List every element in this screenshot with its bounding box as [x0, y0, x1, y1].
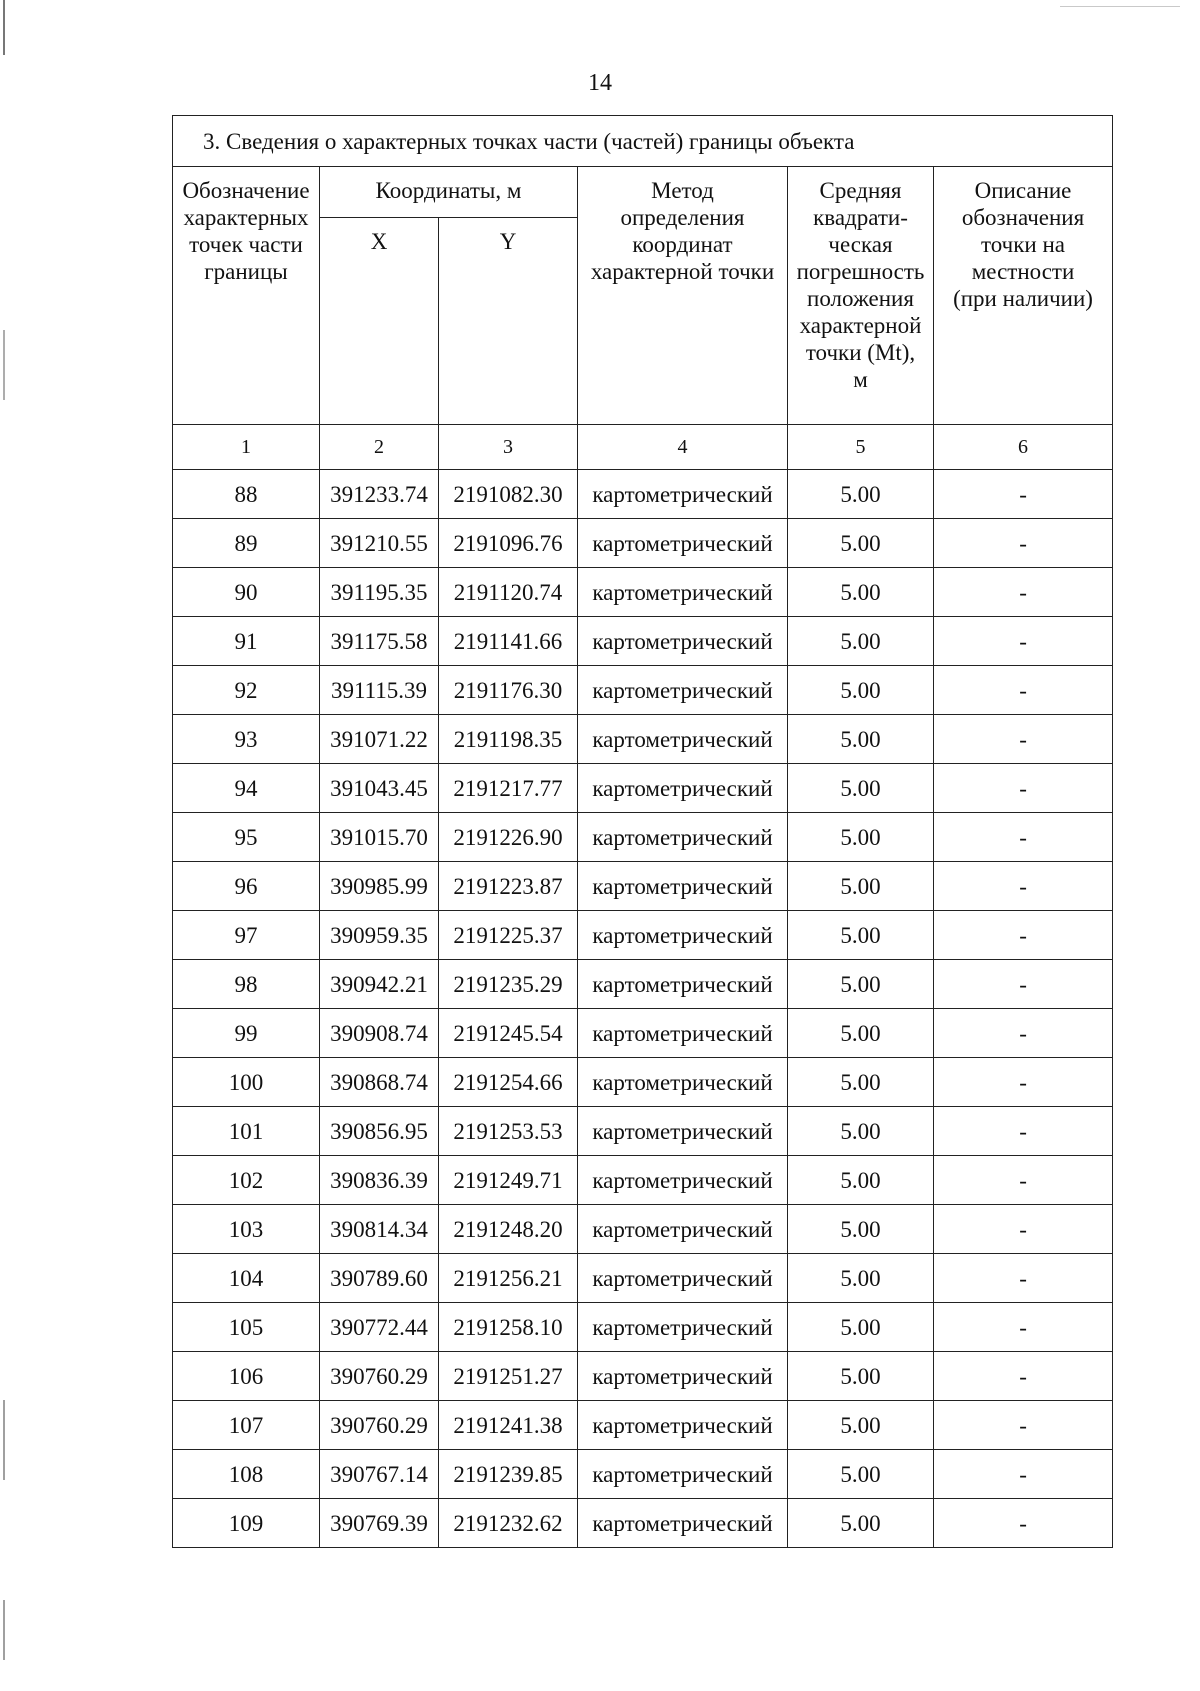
point-id-cell: 88: [173, 470, 320, 519]
column-number: 3: [439, 425, 578, 470]
description-cell: -: [934, 764, 1113, 813]
header-line: Средняя: [819, 178, 902, 203]
method-cell: картометрический: [578, 911, 788, 960]
x-coordinate-cell: 390789.60: [320, 1254, 439, 1303]
table-row: [173, 1352, 1113, 1401]
mean-error-cell: 5.00: [788, 1303, 934, 1352]
method-cell: картометрический: [578, 1450, 788, 1499]
description-cell: -: [934, 617, 1113, 666]
header-line: характерной точки: [590, 259, 775, 284]
header-line: координат: [632, 232, 733, 257]
table-row: [173, 1058, 1113, 1107]
point-id-cell: 104: [173, 1254, 320, 1303]
y-coordinate-cell: 2191176.30: [439, 666, 578, 715]
mean-error-cell: 5.00: [788, 1254, 934, 1303]
mean-error-cell: 5.00: [788, 960, 934, 1009]
y-coordinate-cell: 2191096.76: [439, 519, 578, 568]
table-row: [173, 519, 1113, 568]
point-id-cell: 90: [173, 568, 320, 617]
column-number-row: [173, 425, 1113, 470]
page-number: 14: [588, 70, 612, 96]
method-cell: картометрический: [578, 960, 788, 1009]
y-coordinate-cell: 2191258.10: [439, 1303, 578, 1352]
method-cell: картометрический: [578, 1107, 788, 1156]
y-coordinate-cell: 2191241.38: [439, 1401, 578, 1450]
x-coordinate-cell: 391195.35: [320, 568, 439, 617]
point-id-cell: 100: [173, 1058, 320, 1107]
x-coordinate-cell: 391175.58: [320, 617, 439, 666]
header-mean-error: [788, 167, 934, 425]
point-id-cell: 101: [173, 1107, 320, 1156]
table-row: [173, 1205, 1113, 1254]
header-line: характерных: [183, 205, 309, 230]
header-line: (при наличии): [953, 286, 1093, 311]
x-coordinate-cell: 390836.39: [320, 1156, 439, 1205]
x-coordinate-cell: 390814.34: [320, 1205, 439, 1254]
boundary-points-table: [172, 115, 1113, 1548]
header-line: границы: [204, 259, 288, 284]
mean-error-cell: 5.00: [788, 764, 934, 813]
table-row: [173, 617, 1113, 666]
x-coordinate-cell: 390760.29: [320, 1401, 439, 1450]
x-coordinate-cell: 390856.95: [320, 1107, 439, 1156]
method-cell: картометрический: [578, 862, 788, 911]
table-row: [173, 1107, 1113, 1156]
x-coordinate-cell: 390959.35: [320, 911, 439, 960]
point-id-cell: 96: [173, 862, 320, 911]
y-coordinate-cell: 2191226.90: [439, 813, 578, 862]
header-description: [934, 167, 1113, 425]
description-cell: -: [934, 666, 1113, 715]
mean-error-cell: 5.00: [788, 519, 934, 568]
y-coordinate-cell: 2191082.30: [439, 470, 578, 519]
table-row: [173, 666, 1113, 715]
point-id-cell: 109: [173, 1499, 320, 1548]
method-cell: картометрический: [578, 519, 788, 568]
description-cell: -: [934, 1352, 1113, 1401]
header-line: Описание: [974, 178, 1072, 203]
header-line: квадрати-: [813, 205, 908, 230]
description-cell: -: [934, 1450, 1113, 1499]
x-coordinate-cell: 390908.74: [320, 1009, 439, 1058]
method-cell: картометрический: [578, 617, 788, 666]
mean-error-cell: 5.00: [788, 1058, 934, 1107]
mean-error-cell: 5.00: [788, 1499, 934, 1548]
point-id-cell: 103: [173, 1205, 320, 1254]
header-line: Обозначение: [182, 178, 310, 203]
method-cell: картометрический: [578, 1401, 788, 1450]
y-coordinate-cell: 2191223.87: [439, 862, 578, 911]
y-coordinate-cell: 2191254.66: [439, 1058, 578, 1107]
description-cell: -: [934, 911, 1113, 960]
method-cell: картометрический: [578, 1156, 788, 1205]
description-cell: -: [934, 568, 1113, 617]
y-coordinate-cell: 2191120.74: [439, 568, 578, 617]
table-row: [173, 764, 1113, 813]
x-coordinate-cell: 390868.74: [320, 1058, 439, 1107]
description-cell: -: [934, 1058, 1113, 1107]
y-coordinate-cell: 2191235.29: [439, 960, 578, 1009]
y-coordinate-cell: 2191249.71: [439, 1156, 578, 1205]
table-row: [173, 960, 1113, 1009]
y-coordinate-cell: 2191239.85: [439, 1450, 578, 1499]
table-row: [173, 1009, 1113, 1058]
method-cell: картометрический: [578, 1303, 788, 1352]
description-cell: -: [934, 960, 1113, 1009]
point-id-cell: 97: [173, 911, 320, 960]
mean-error-cell: 5.00: [788, 813, 934, 862]
x-coordinate-cell: 391210.55: [320, 519, 439, 568]
point-id-cell: 89: [173, 519, 320, 568]
header-line: точек части: [189, 232, 303, 257]
mean-error-cell: 5.00: [788, 715, 934, 764]
description-cell: -: [934, 1156, 1113, 1205]
scan-mark: [3, 330, 5, 400]
method-cell: картометрический: [578, 1254, 788, 1303]
scan-mark: [1060, 6, 1180, 7]
x-coordinate-cell: 391233.74: [320, 470, 439, 519]
table-row: [173, 1450, 1113, 1499]
method-cell: картометрический: [578, 568, 788, 617]
point-id-cell: 105: [173, 1303, 320, 1352]
y-coordinate-cell: 2191198.35: [439, 715, 578, 764]
column-number: 6: [934, 425, 1113, 470]
column-number: 4: [578, 425, 788, 470]
table-row: [173, 911, 1113, 960]
header-line: точки (Mt),: [805, 340, 916, 365]
description-cell: -: [934, 1499, 1113, 1548]
mean-error-cell: 5.00: [788, 470, 934, 519]
point-id-cell: 94: [173, 764, 320, 813]
point-id-cell: 93: [173, 715, 320, 764]
point-id-cell: 92: [173, 666, 320, 715]
y-coordinate-cell: 2191256.21: [439, 1254, 578, 1303]
y-coordinate-cell: 2191232.62: [439, 1499, 578, 1548]
header-line: Метод: [651, 178, 714, 203]
point-id-cell: 106: [173, 1352, 320, 1401]
method-cell: картометрический: [578, 715, 788, 764]
point-id-cell: 107: [173, 1401, 320, 1450]
y-coordinate-cell: 2191141.66: [439, 617, 578, 666]
header-line: точки на: [981, 232, 1066, 257]
mean-error-cell: 5.00: [788, 911, 934, 960]
y-coordinate-cell: 2191217.77: [439, 764, 578, 813]
mean-error-cell: 5.00: [788, 568, 934, 617]
description-cell: -: [934, 1205, 1113, 1254]
mean-error-cell: 5.00: [788, 1450, 934, 1499]
description-cell: -: [934, 813, 1113, 862]
method-cell: картометрический: [578, 1352, 788, 1401]
point-id-cell: 99: [173, 1009, 320, 1058]
mean-error-cell: 5.00: [788, 666, 934, 715]
header-point-designation: [173, 167, 320, 425]
method-cell: картометрический: [578, 1499, 788, 1548]
mean-error-cell: 5.00: [788, 1352, 934, 1401]
method-cell: картометрический: [578, 764, 788, 813]
description-cell: -: [934, 715, 1113, 764]
description-cell: -: [934, 519, 1113, 568]
x-coordinate-cell: 390772.44: [320, 1303, 439, 1352]
method-cell: картометрический: [578, 1205, 788, 1254]
y-coordinate-cell: 2191225.37: [439, 911, 578, 960]
table-row: [173, 1401, 1113, 1450]
point-id-cell: 91: [173, 617, 320, 666]
description-cell: -: [934, 470, 1113, 519]
header-x: X: [320, 218, 439, 425]
header-line: обозначения: [961, 205, 1085, 230]
column-number: 5: [788, 425, 934, 470]
column-number: 1: [173, 425, 320, 470]
header-line: м: [853, 367, 868, 392]
description-cell: -: [934, 862, 1113, 911]
header-method: [578, 167, 788, 425]
mean-error-cell: 5.00: [788, 1156, 934, 1205]
table-row: [173, 1303, 1113, 1352]
x-coordinate-cell: 390760.29: [320, 1352, 439, 1401]
column-number: 2: [320, 425, 439, 470]
mean-error-cell: 5.00: [788, 1205, 934, 1254]
header-line: определения: [620, 205, 745, 230]
description-cell: -: [934, 1254, 1113, 1303]
method-cell: картометрический: [578, 666, 788, 715]
x-coordinate-cell: 390942.21: [320, 960, 439, 1009]
table-body: [173, 470, 1113, 1548]
table-row: [173, 1254, 1113, 1303]
point-id-cell: 108: [173, 1450, 320, 1499]
header-line: местности: [971, 259, 1075, 284]
header-y: Y: [439, 218, 578, 425]
table-row: [173, 470, 1113, 519]
header-line: ческая: [828, 232, 893, 257]
method-cell: картометрический: [578, 470, 788, 519]
x-coordinate-cell: 390767.14: [320, 1450, 439, 1499]
method-cell: картометрический: [578, 1009, 788, 1058]
header-coordinates: Координаты, м: [320, 167, 578, 218]
table-row: [173, 862, 1113, 911]
y-coordinate-cell: 2191248.20: [439, 1205, 578, 1254]
x-coordinate-cell: 390769.39: [320, 1499, 439, 1548]
mean-error-cell: 5.00: [788, 862, 934, 911]
header-line: погрешность: [796, 259, 925, 284]
x-coordinate-cell: 391043.45: [320, 764, 439, 813]
method-cell: картометрический: [578, 813, 788, 862]
x-coordinate-cell: 391071.22: [320, 715, 439, 764]
point-id-cell: 98: [173, 960, 320, 1009]
description-cell: -: [934, 1401, 1113, 1450]
x-coordinate-cell: 390985.99: [320, 862, 439, 911]
mean-error-cell: 5.00: [788, 1401, 934, 1450]
x-coordinate-cell: 391115.39: [320, 666, 439, 715]
y-coordinate-cell: 2191245.54: [439, 1009, 578, 1058]
section-title: 3. Сведения о характерных точках части (частей) границы объекта: [173, 116, 1113, 167]
header-line: положения: [807, 286, 914, 311]
y-coordinate-cell: 2191253.53: [439, 1107, 578, 1156]
mean-error-cell: 5.00: [788, 1107, 934, 1156]
table-row: [173, 715, 1113, 764]
scan-mark: [3, 0, 5, 55]
scan-mark: [3, 1400, 5, 1480]
method-cell: картометрический: [578, 1058, 788, 1107]
description-cell: -: [934, 1303, 1113, 1352]
description-cell: -: [934, 1107, 1113, 1156]
x-coordinate-cell: 391015.70: [320, 813, 439, 862]
y-coordinate-cell: 2191251.27: [439, 1352, 578, 1401]
description-cell: -: [934, 1009, 1113, 1058]
table-row: [173, 813, 1113, 862]
mean-error-cell: 5.00: [788, 1009, 934, 1058]
mean-error-cell: 5.00: [788, 617, 934, 666]
point-id-cell: 102: [173, 1156, 320, 1205]
point-id-cell: 95: [173, 813, 320, 862]
table-row: [173, 568, 1113, 617]
scan-mark: [3, 1600, 5, 1660]
header-line: характерной: [799, 313, 922, 338]
table-row: [173, 1499, 1113, 1548]
table-row: [173, 1156, 1113, 1205]
